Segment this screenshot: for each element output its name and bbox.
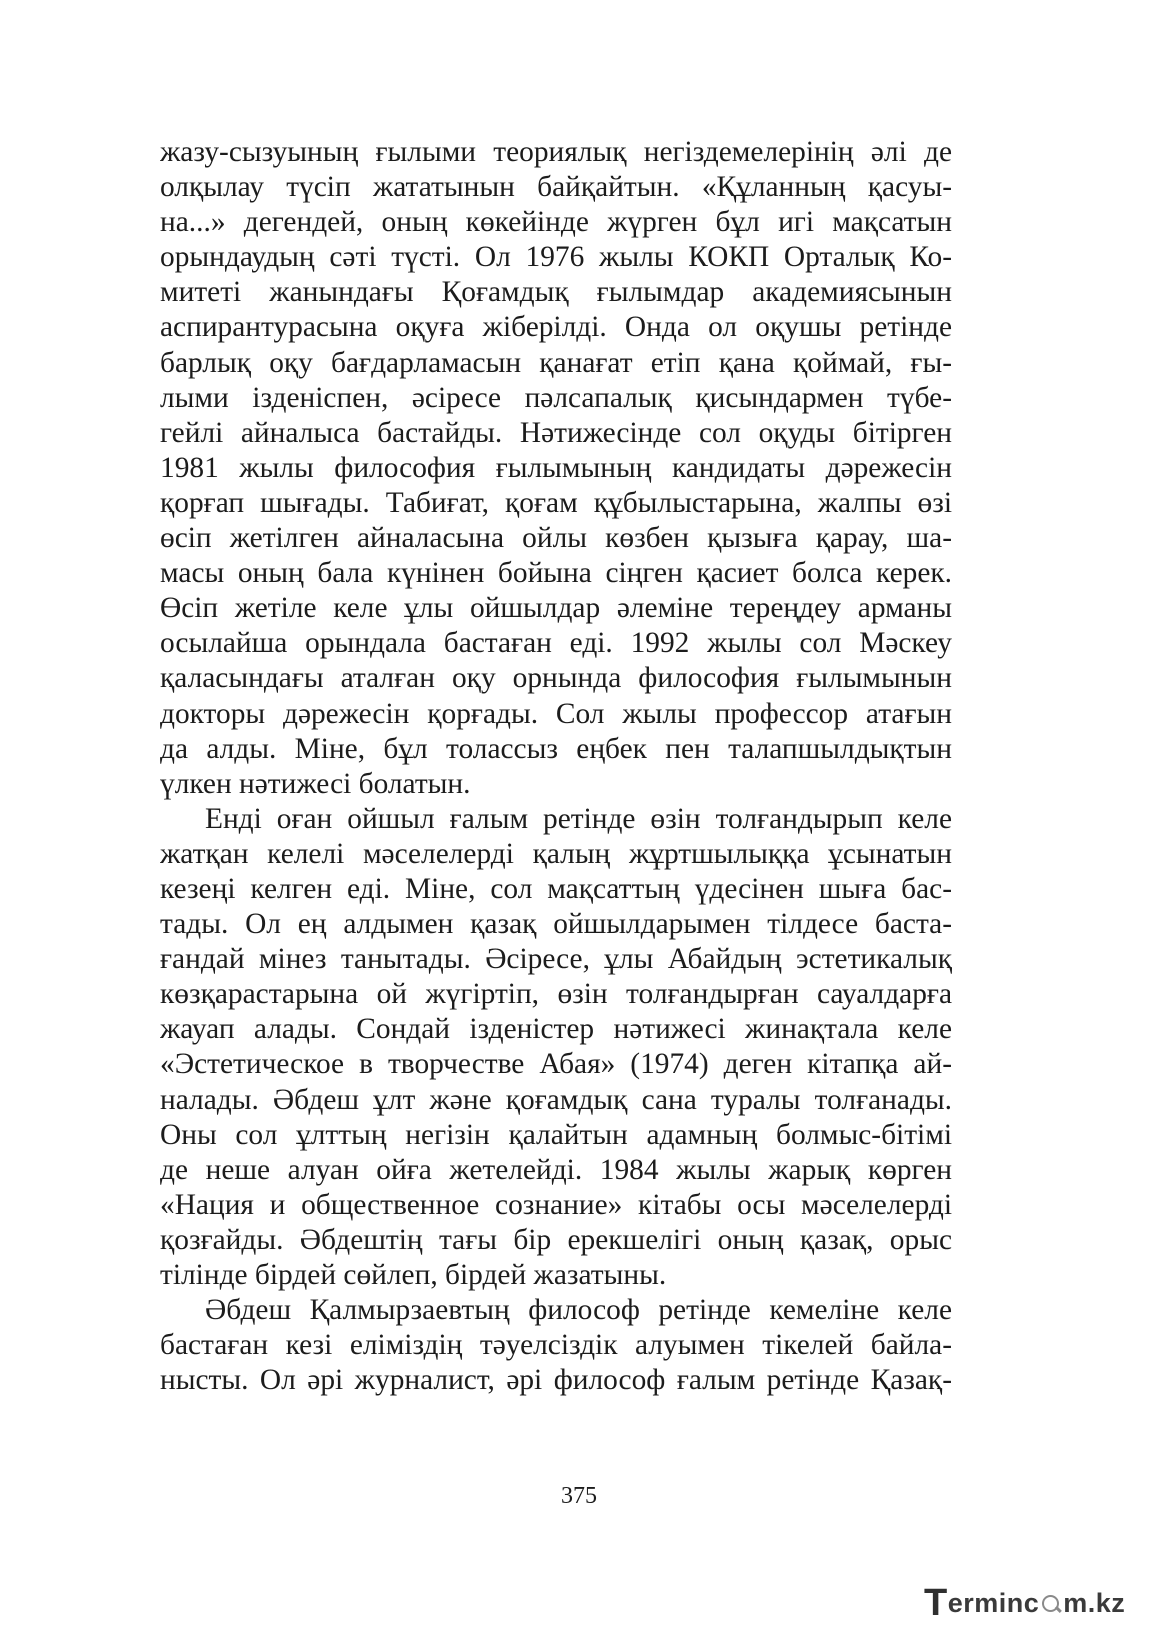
text-line: кезеңі келген еді. Міне, сол мақсаттың үдесінен шыға бас- bbox=[160, 872, 952, 905]
text-line: өсіп жетілген айналасына ойлы көзбен қызыға қарау, ша- bbox=[160, 522, 952, 555]
text-line: аспирантурасына оқуға жіберілді. Онда ол оқушы ретінде bbox=[160, 311, 952, 344]
text-line: қаласындағы аталған оқу орнында философия ғылымынын bbox=[160, 662, 952, 695]
text-line: үлкен нәтижесі болатын. bbox=[160, 767, 471, 800]
magnifier-icon bbox=[1040, 1592, 1062, 1614]
text-line: орындаудың сәті түсті. Ол 1976 жылы КОКП Орталық Ко- bbox=[160, 241, 952, 274]
text-line: 1981 жылы философия ғылымының кандидаты дәрежесін bbox=[160, 451, 952, 484]
text-line: ғандай мінез танытады. Әсіресе, ұлы Абайдың эстетикалық bbox=[160, 943, 952, 976]
text-line: жатқан келелі мәселелерді қалың жұртшылыққа ұсынатын bbox=[160, 837, 952, 870]
text-line: тілінде бірдей сөйлеп, бірдей жазатыны. bbox=[160, 1259, 667, 1291]
text-line: тады. Ол ең алдымен қазақ ойшылдарымен тілдесе баста- bbox=[160, 908, 952, 941]
text-line: осылайша орындала бастаған еді. 1992 жылы сол Мәскеу bbox=[160, 627, 952, 660]
text-line: Өсіп жетіле келе ұлы ойшылдар әлеміне тереңдеу арманы bbox=[160, 592, 952, 625]
text-line: «Эстетическое в творчестве Абая» (1974) деген кітапқа ай- bbox=[160, 1048, 952, 1081]
text-line: барлық оқу бағдарламасын қанағат етіп қана қоймай, ғы- bbox=[160, 346, 952, 379]
text-line: жазу-сызуының ғылыми теориялық негіздемелерінің әлі де bbox=[160, 136, 952, 168]
watermark-logo[interactable] bbox=[924, 1583, 1144, 1623]
text-line: докторы дәрежесін қорғады. Сол жылы профессор атағын bbox=[160, 697, 952, 730]
watermark-text: m.kz bbox=[1063, 1587, 1126, 1618]
text-line: налады. Әбдеш ұлт және қоғамдық сана туралы толғанады. bbox=[160, 1083, 952, 1116]
text-line: гейлі айналыса бастайды. Нәтижесінде сол оқуды бітірген bbox=[160, 416, 952, 449]
text-line: жауап алады. Сондай ізденістер нәтижесі жинақтала келе bbox=[160, 1013, 952, 1046]
body-text bbox=[160, 135, 952, 1398]
page-number: 375 bbox=[561, 1483, 597, 1509]
text-line: масы оның бала күнінен бойына сіңген қасиет болса керек. bbox=[160, 557, 952, 590]
text-line: на...» дегендей, оның көкейінде жүрген бұл игі мақсатын bbox=[160, 206, 952, 239]
text-line: көзқарастарына ой жүгіртіп, өзін толғандырған сауалдарға bbox=[160, 978, 952, 1011]
text-line: бастаған кезі еліміздің тәуелсіздік алуымен тікелей байла- bbox=[160, 1329, 952, 1362]
text-line: Енді оған ойшыл ғалым ретінде өзін толғандырып келе bbox=[205, 802, 952, 835]
text-line: қозғайды. Әбдештің тағы бір ерекшелігі оның қазақ, орыс bbox=[160, 1223, 952, 1256]
text-line: Оны сол ұлттың негізін қалайтын адамның болмыс-бітімі bbox=[160, 1118, 952, 1151]
text-line: лыми ізденіспен, әсіресе пәлсапалық қисындармен түбе- bbox=[160, 381, 952, 414]
text-line: нысты. Ол әрі журналист, әрі философ ғалым ретінде Қазақ- bbox=[160, 1364, 952, 1397]
watermark-text: erminc bbox=[947, 1587, 1040, 1618]
watermark-letter: T bbox=[924, 1581, 948, 1624]
text-line: де неше алуан ойға жетелейді. 1984 жылы жарық көрген bbox=[160, 1153, 952, 1186]
text-line: Әбдеш Қалмырзаевтың философ ретінде кемеліне келе bbox=[205, 1294, 952, 1327]
text-line: «Нация и общественное сознание» кітабы осы мәселелерді bbox=[160, 1188, 952, 1221]
text-line: қорғап шығады. Табиғат, қоғам құбылыстарына, жалпы өзі bbox=[160, 486, 952, 519]
text-line: да алды. Міне, бұл толассыз еңбек пен талапшылдықтын bbox=[160, 732, 952, 765]
text-line: олқылау түсіп жататынын байқайтын. «Құланның қасуы- bbox=[160, 171, 952, 204]
text-line: митеті жанындағы Қоғамдық ғылымдар академиясынын bbox=[160, 276, 952, 309]
